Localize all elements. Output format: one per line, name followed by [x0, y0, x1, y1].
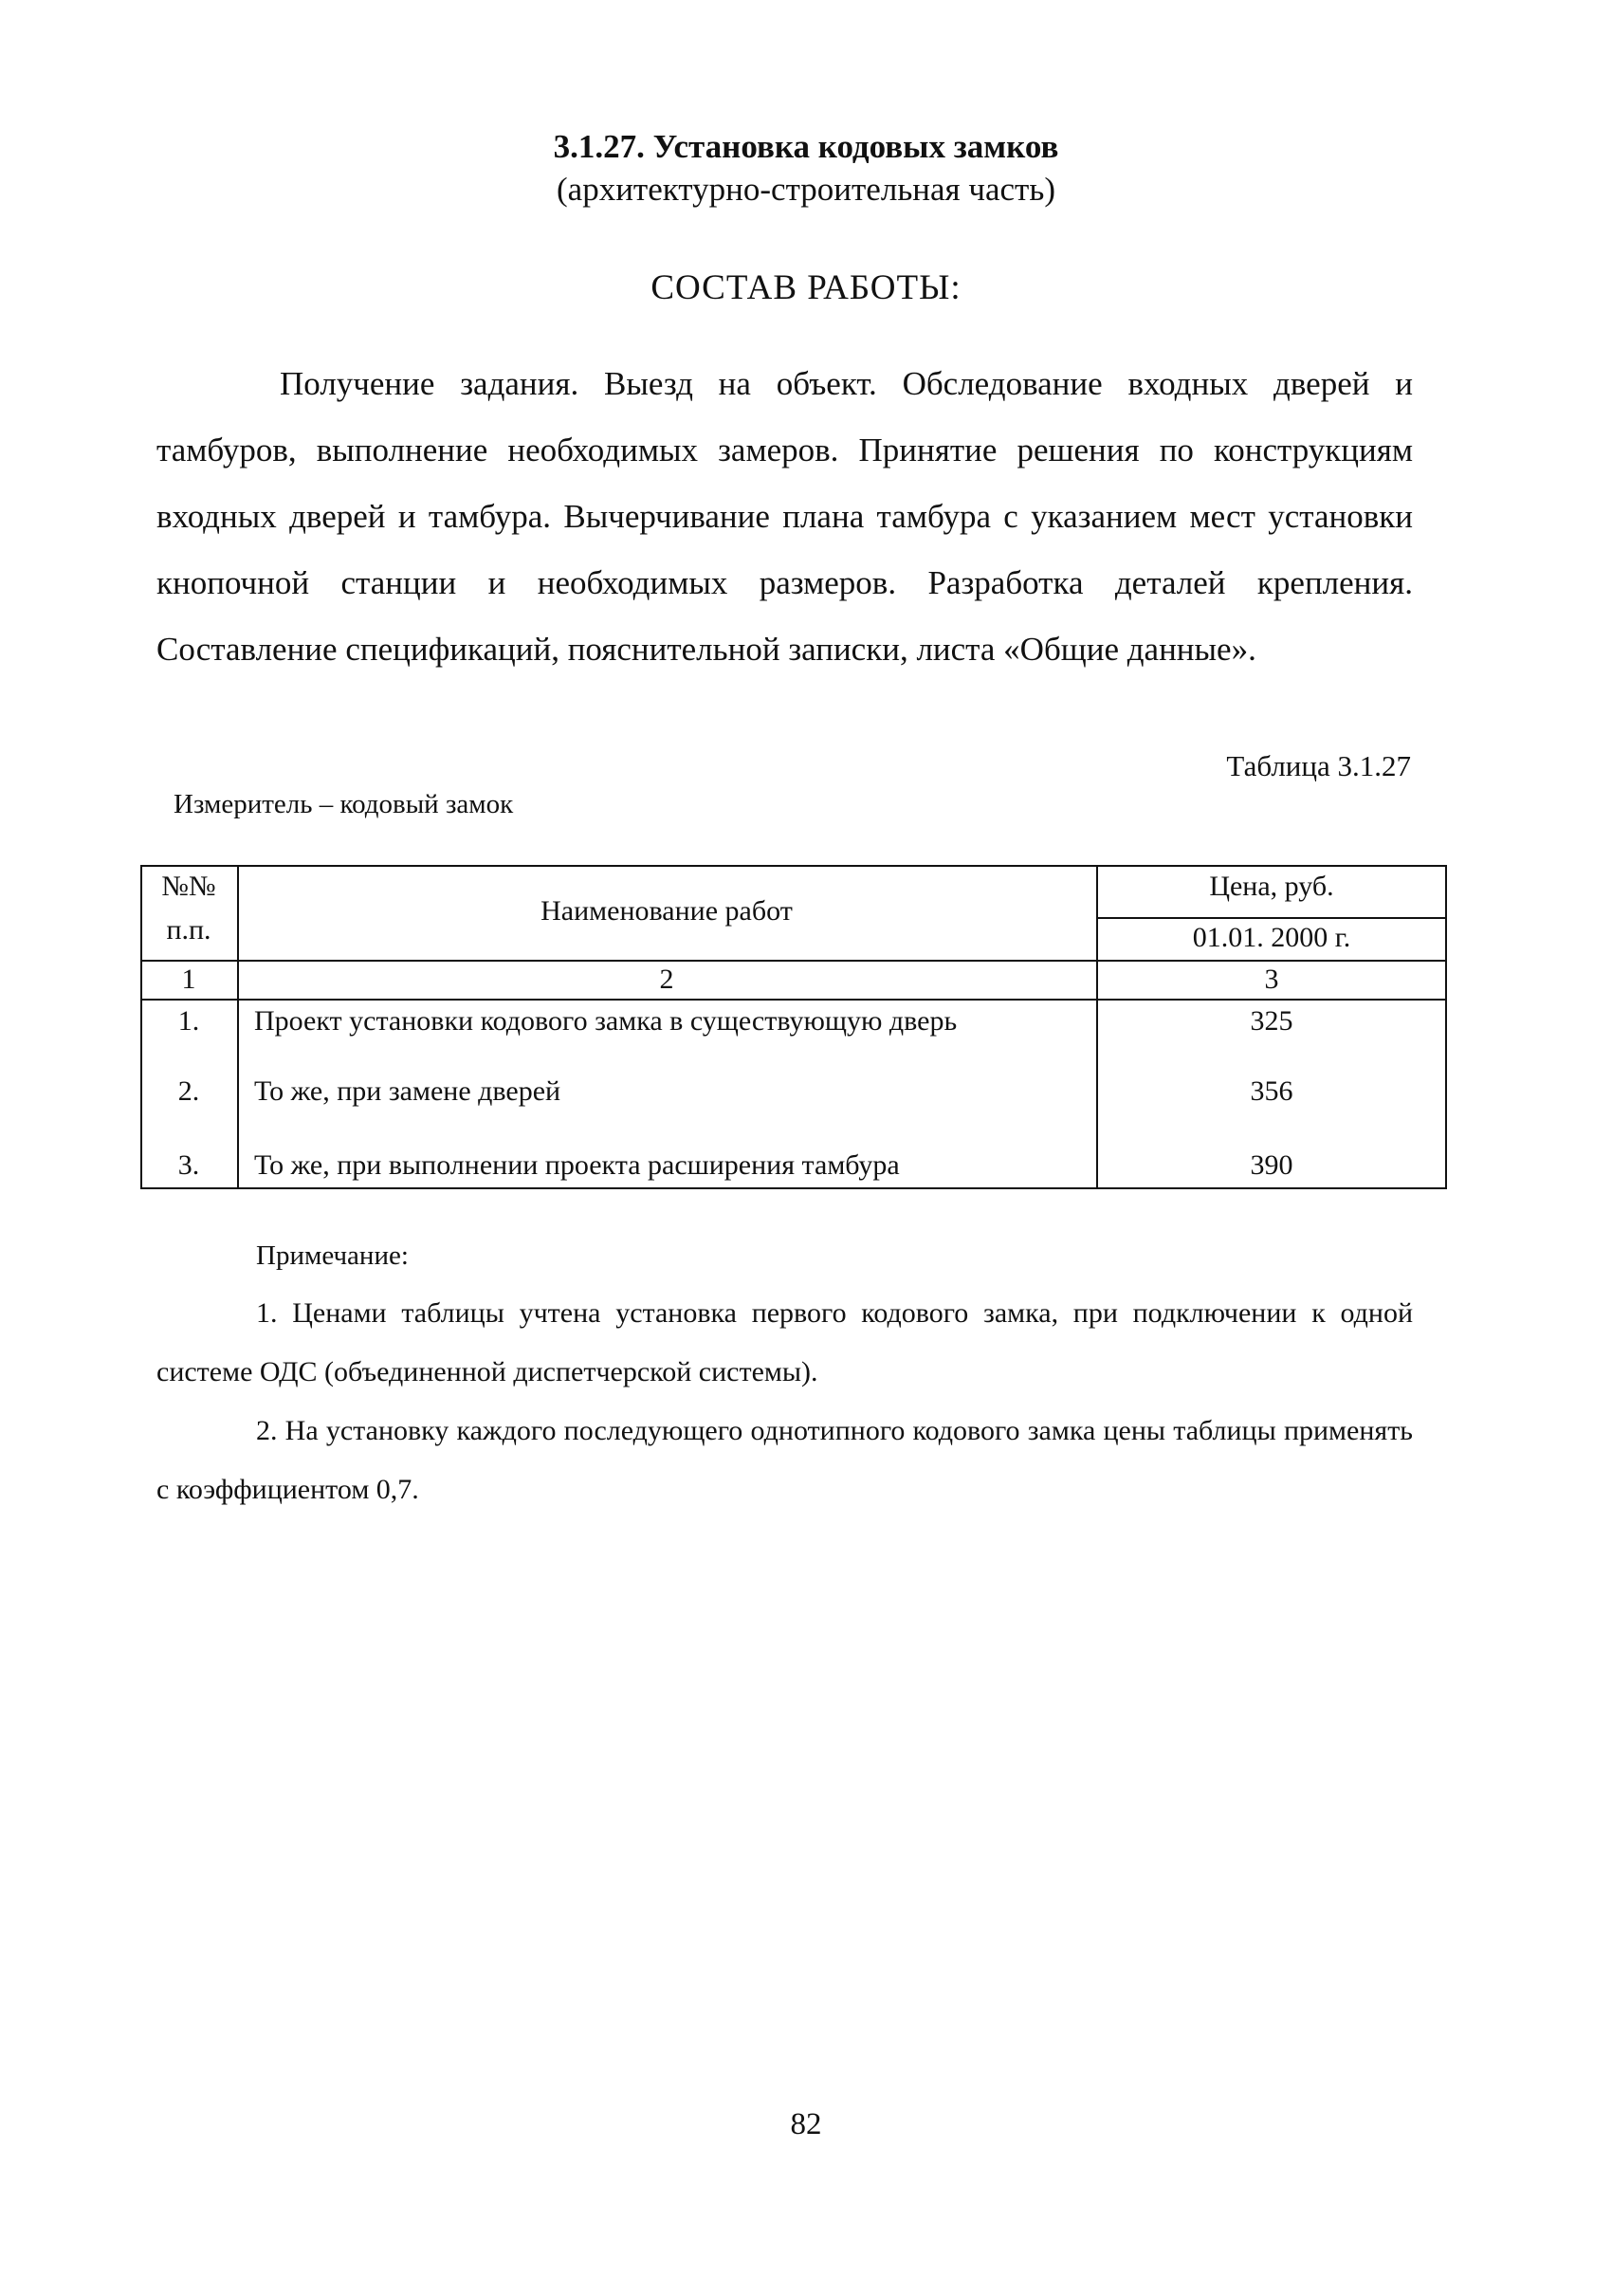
row-name: Проект установки кодового замка в существующую дверь [254, 1005, 958, 1037]
row-num: 1. [177, 1005, 200, 1037]
row-price: 390 [1250, 1149, 1293, 1181]
header-num-line2: п.п. [166, 914, 211, 946]
measure-unit-label: Измеритель – кодовый замок [174, 789, 514, 819]
note-item: 2. На установку каждого последующего однотипного кодового замка цены таблицы применять с коэффициентом 0,7. [156, 1415, 1413, 1505]
column-number-1: 1 [181, 964, 196, 995]
table-header-divider [140, 960, 1447, 962]
header-num-line1: №№ [161, 871, 216, 902]
table-border-top [140, 865, 1447, 867]
row-num: 2. [177, 1075, 200, 1107]
row-num: 3. [177, 1149, 200, 1181]
row-name: То же, при замене дверей [254, 1075, 561, 1107]
column-number-3: 3 [1264, 964, 1279, 995]
section-subtitle: (архитектурно-строительная часть) [557, 171, 1055, 208]
notes-title: Примечание: [256, 1240, 409, 1271]
header-price: Цена, руб. [1209, 871, 1334, 902]
header-name: Наименование работ [540, 895, 793, 927]
section-title: 3.1.27. Установка кодовых замков [553, 128, 1059, 165]
work-composition-paragraph: Получение задания. Выезд на объект. Обследование входных дверей и тамбуров, выполнение необходимых замеров. Принятие решения по конструкциям входных дверей и тамбура. Вычерчивание плана тамбура с указанием мест установки кнопочной станции и необходимых размеров. Разработка деталей крепления. Составление спецификаций, пояснительной записки, листа «Общие данные». [156, 365, 1413, 668]
row-price: 356 [1250, 1075, 1293, 1107]
column-number-2: 2 [659, 964, 674, 995]
work-composition-heading: СОСТАВ РАБОТЫ: [650, 268, 962, 307]
row-price: 325 [1250, 1005, 1293, 1037]
row-name: То же, при выполнении проекта расширения тамбура [254, 1149, 900, 1181]
table-caption: Таблица 3.1.27 [1226, 749, 1411, 782]
price-table [140, 865, 1447, 1189]
note-item: 1. Ценами таблицы учтена установка первого кодового замка, при подключении к одной системе ОДС (объединенной диспетчерской системы). [156, 1297, 1413, 1387]
header-price-date: 01.01. 2000 г. [1192, 922, 1351, 953]
table-price-subdivider [1096, 917, 1447, 919]
page-number: 82 [790, 2107, 822, 2141]
table-border-bottom [140, 1187, 1447, 1189]
table-colnum-divider [140, 999, 1447, 1001]
